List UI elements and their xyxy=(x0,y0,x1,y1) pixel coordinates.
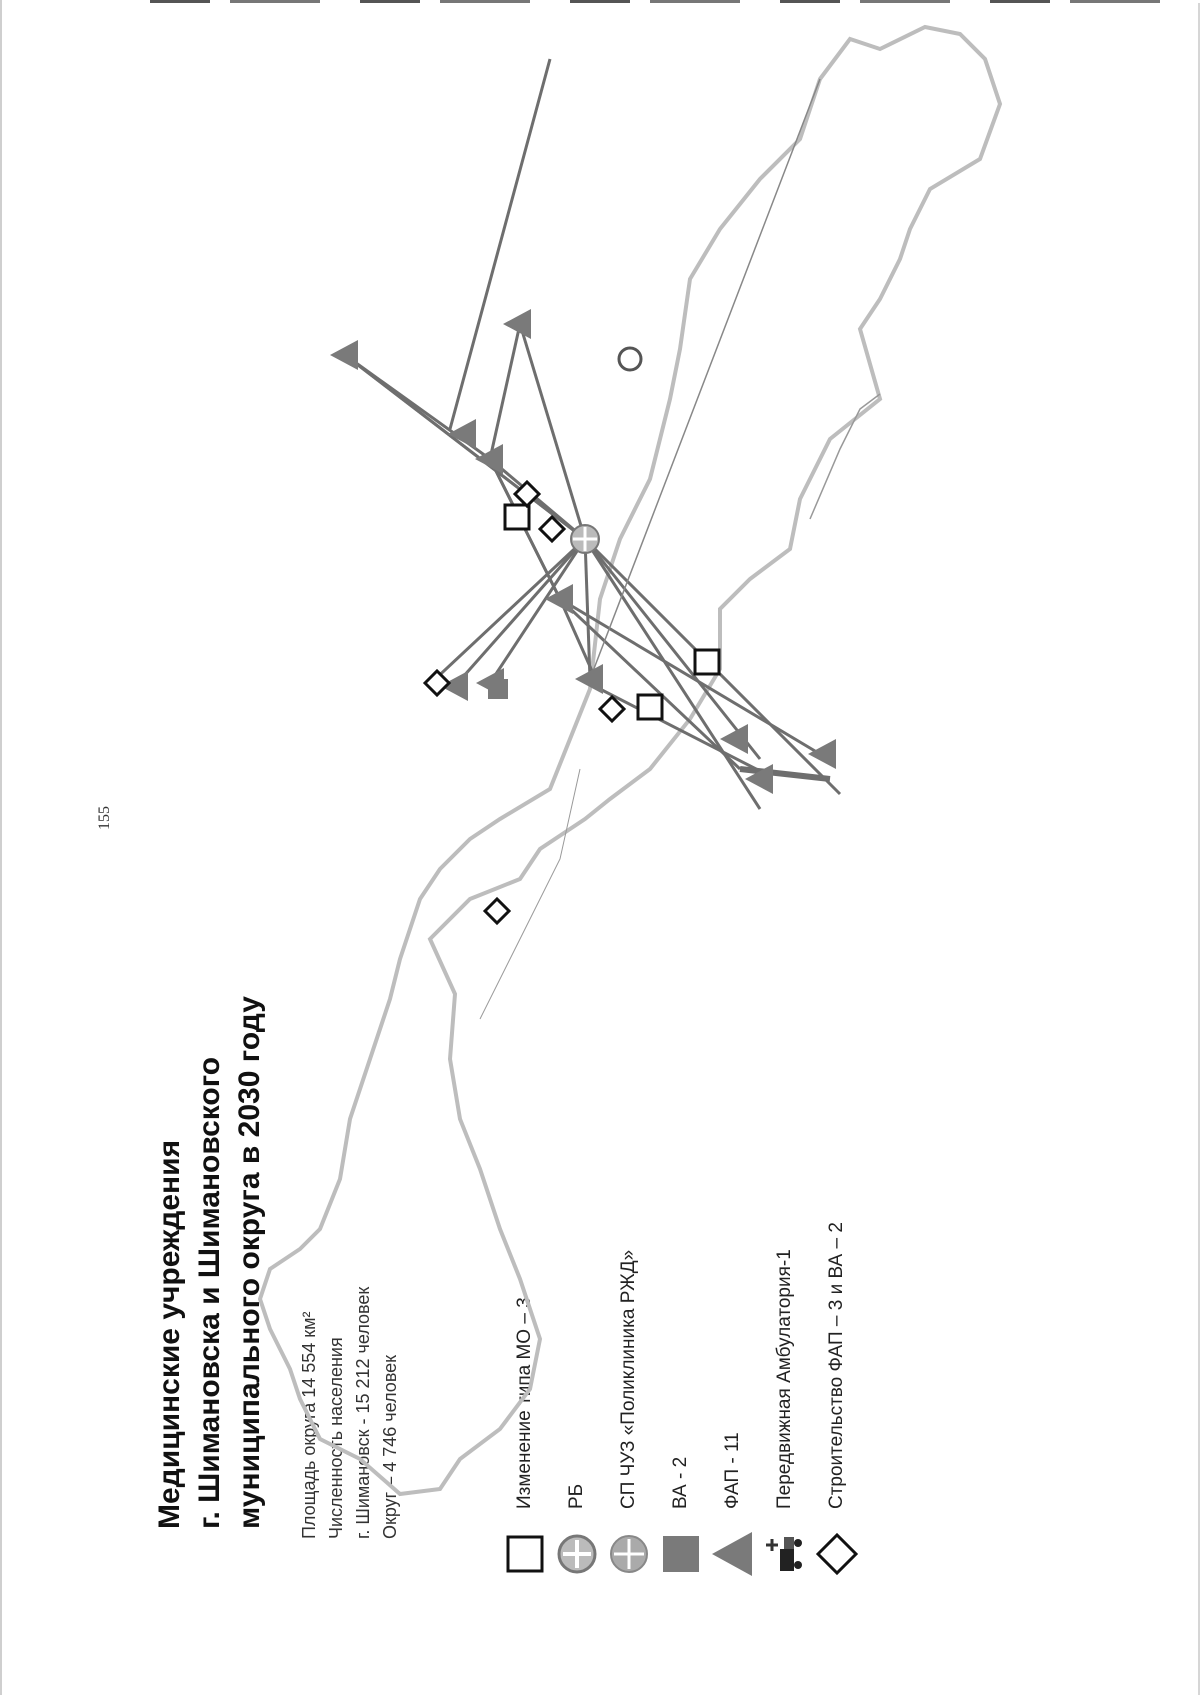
legend-label: СП ЧУЗ «Поликлиника РЖД» xyxy=(618,1249,639,1509)
legend-label: РБ xyxy=(566,1483,587,1509)
title-line-1: Медицинские учреждения xyxy=(153,1139,186,1529)
area-text: Площадь округа 14 554 км² xyxy=(299,1311,319,1539)
legend-label: ФАП - 11 xyxy=(722,1432,743,1509)
fap-triangle xyxy=(545,584,573,614)
district-population: Округ – 4 746 человек xyxy=(380,1354,400,1539)
connection-line xyxy=(430,539,585,684)
river-line xyxy=(480,769,580,1019)
legend-label: Передвижная Амбулатория-1 xyxy=(774,1249,795,1509)
legend-label: Изменение типа МО – 3 xyxy=(514,1297,535,1509)
thin-link xyxy=(590,79,820,679)
type-change-square xyxy=(638,695,662,719)
va-square xyxy=(488,679,508,699)
type-change-square xyxy=(695,650,719,674)
fap-triangle xyxy=(330,340,358,370)
fap-triangle xyxy=(475,444,503,474)
connection-line xyxy=(585,539,760,809)
district-boundary xyxy=(260,27,1000,1494)
title-line-2: г. Шимановска и Шимановского xyxy=(193,1056,226,1529)
construction-diamond xyxy=(425,671,449,695)
city-population: г. Шимановск - 15 212 человек xyxy=(353,1286,373,1539)
connection-line xyxy=(490,324,520,459)
page-number: 155 xyxy=(96,806,113,830)
connection-line xyxy=(345,355,585,539)
legend-label: ВА - 2 xyxy=(670,1456,691,1509)
construction-diamond xyxy=(485,899,509,923)
type-change-square xyxy=(505,505,529,529)
mobile-clinic-marker xyxy=(619,348,641,370)
title-line-3: муниципального округа в 2030 году xyxy=(233,996,266,1529)
legend-label: Строительство ФАП – 3 и ВА – 2 xyxy=(826,1222,847,1509)
population-header: Численность населения xyxy=(326,1337,346,1539)
